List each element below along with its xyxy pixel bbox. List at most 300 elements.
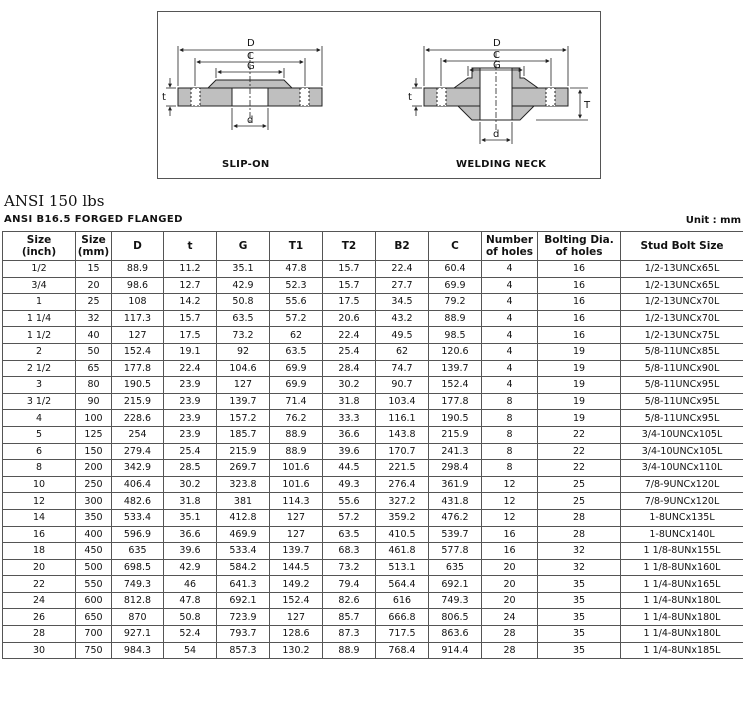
table-cell: 1 <box>3 294 76 311</box>
table-row <box>3 543 743 560</box>
table-cell: 476.2 <box>429 509 482 526</box>
welding-neck-label-T: T <box>584 100 591 111</box>
table-cell: 1/2-13UNCx75L <box>621 327 743 344</box>
table-cell: 4 <box>482 327 538 344</box>
table-cell: 17.5 <box>323 294 376 311</box>
table-cell: 19 <box>538 410 621 427</box>
table-cell: 698.5 <box>112 559 164 576</box>
table-cell: 73.2 <box>323 559 376 576</box>
table-cell: 117.3 <box>112 310 164 327</box>
welding-neck-label-G: G <box>493 60 501 71</box>
table-cell: 22.4 <box>376 261 429 278</box>
table-cell: 30.2 <box>164 476 217 493</box>
table-row <box>3 310 743 327</box>
table-cell: 16 <box>482 526 538 543</box>
welding-neck-label-C: C <box>493 50 500 61</box>
table-cell: 469.9 <box>217 526 270 543</box>
table-cell: 26 <box>3 609 76 626</box>
table-cell: 35.1 <box>164 509 217 526</box>
table-cell: 47.8 <box>164 592 217 609</box>
table-cell: 23.9 <box>164 393 217 410</box>
table-cell: 635 <box>429 559 482 576</box>
table-cell: 539.7 <box>429 526 482 543</box>
table-cell: 7/8-9UNCx120L <box>621 476 743 493</box>
table-cell: 88.9 <box>270 426 323 443</box>
table-cell: 28 <box>482 626 538 643</box>
table-cell: 139.7 <box>270 543 323 560</box>
table-row <box>3 576 743 593</box>
table-cell: 19 <box>538 343 621 360</box>
table-cell: 1 1/4-8UNx180L <box>621 592 743 609</box>
table-cell: 22 <box>538 443 621 460</box>
table-cell: 30.2 <box>323 377 376 394</box>
table-cell: 50.8 <box>164 609 217 626</box>
table-cell: 69.9 <box>429 277 482 294</box>
table-cell: 1-8UNCx140L <box>621 526 743 543</box>
slip-on-label-C: C <box>247 51 254 62</box>
table-cell: 1 1/8-8UNx160L <box>621 559 743 576</box>
table-cell: 4 <box>482 343 538 360</box>
table-cell: 35 <box>538 609 621 626</box>
table-cell: 500 <box>76 559 112 576</box>
table-cell: 73.2 <box>217 327 270 344</box>
table-cell: 39.6 <box>323 443 376 460</box>
table-cell: 768.4 <box>376 642 429 659</box>
table-cell: 8 <box>482 426 538 443</box>
table-cell: 98.5 <box>429 327 482 344</box>
table-cell: 42.9 <box>164 559 217 576</box>
table-cell: 16 <box>538 277 621 294</box>
table-cell: 76.2 <box>270 410 323 427</box>
table-cell: 4 <box>482 294 538 311</box>
table-cell: 185.7 <box>217 426 270 443</box>
unit-label: Unit : mm <box>685 215 741 226</box>
table-cell: 596.9 <box>112 526 164 543</box>
slip-on-caption: SLIP-ON <box>222 159 270 170</box>
table-cell: 32 <box>76 310 112 327</box>
table-cell: 584.2 <box>217 559 270 576</box>
table-cell: 130.2 <box>270 642 323 659</box>
table-cell: 25 <box>76 294 112 311</box>
table-cell: 127 <box>270 609 323 626</box>
table-cell: 2 1/2 <box>3 360 76 377</box>
table-cell: 20 <box>3 559 76 576</box>
table-cell: 28 <box>538 509 621 526</box>
table-cell: 80 <box>76 377 112 394</box>
table-row <box>3 460 743 477</box>
table-cell: 34.5 <box>376 294 429 311</box>
table-cell: 3 1/2 <box>3 393 76 410</box>
table-cell: 269.7 <box>217 460 270 477</box>
table-cell: 513.1 <box>376 559 429 576</box>
table-cell: 36.6 <box>164 526 217 543</box>
table-cell: 190.5 <box>112 377 164 394</box>
table-cell: 692.1 <box>217 592 270 609</box>
table-cell: 88.9 <box>112 261 164 278</box>
table-cell: 144.5 <box>270 559 323 576</box>
welding-neck-caption: WELDING NECK <box>456 159 547 170</box>
table-cell: 1/2-13UNCx65L <box>621 277 743 294</box>
table-cell: 30 <box>3 642 76 659</box>
table-cell: 103.4 <box>376 393 429 410</box>
table-cell: 717.5 <box>376 626 429 643</box>
table-cell: 8 <box>3 460 76 477</box>
table-cell: 24 <box>482 609 538 626</box>
table-cell: 342.9 <box>112 460 164 477</box>
table-cell: 3/4 <box>3 277 76 294</box>
table-cell: 120.6 <box>429 343 482 360</box>
table-cell: 5/8-11UNCx95L <box>621 410 743 427</box>
table-cell: 55.6 <box>323 493 376 510</box>
table-row <box>3 410 743 427</box>
table-cell: 14.2 <box>164 294 217 311</box>
table-row <box>3 509 743 526</box>
table-cell: 15 <box>76 261 112 278</box>
table-cell: 12 <box>482 493 538 510</box>
column-header: T2 <box>323 232 376 261</box>
table-cell: 19.1 <box>164 343 217 360</box>
table-cell: 14 <box>3 509 76 526</box>
table-row <box>3 642 743 659</box>
table-cell: 62 <box>376 343 429 360</box>
column-header: C <box>429 232 482 261</box>
table-cell: 23.9 <box>164 426 217 443</box>
table-cell: 15.7 <box>323 277 376 294</box>
table-cell: 90 <box>76 393 112 410</box>
table-cell: 984.3 <box>112 642 164 659</box>
table-cell: 857.3 <box>217 642 270 659</box>
table-cell: 43.2 <box>376 310 429 327</box>
table-header-row <box>3 232 743 261</box>
table-row <box>3 526 743 543</box>
table-row <box>3 377 743 394</box>
table-cell: 39.6 <box>164 543 217 560</box>
table-cell: 28.5 <box>164 460 217 477</box>
table-cell: 12.7 <box>164 277 217 294</box>
table-cell: 55.6 <box>270 294 323 311</box>
column-header: T1 <box>270 232 323 261</box>
table-cell: 577.8 <box>429 543 482 560</box>
table-cell: 42.9 <box>217 277 270 294</box>
table-cell: 200 <box>76 460 112 477</box>
column-header: Size (mm) <box>76 232 112 261</box>
table-cell: 79.4 <box>323 576 376 593</box>
table-cell: 749.3 <box>112 576 164 593</box>
table-cell: 114.3 <box>270 493 323 510</box>
table-cell: 4 <box>482 277 538 294</box>
table-cell: 32 <box>538 543 621 560</box>
table-cell: 450 <box>76 543 112 560</box>
table-cell: 600 <box>76 592 112 609</box>
table-cell: 215.9 <box>217 443 270 460</box>
table-cell: 22.4 <box>323 327 376 344</box>
table-cell: 3/4-10UNCx110L <box>621 460 743 477</box>
table-cell: 149.2 <box>270 576 323 593</box>
table-cell: 15.7 <box>323 261 376 278</box>
table-cell: 381 <box>217 493 270 510</box>
table-cell: 82.6 <box>323 592 376 609</box>
table-cell: 1 1/8-8UNx155L <box>621 543 743 560</box>
table-cell: 35 <box>538 576 621 593</box>
table-cell: 62 <box>270 327 323 344</box>
column-header: Number of holes <box>482 232 538 261</box>
table-cell: 870 <box>112 609 164 626</box>
table-cell: 215.9 <box>429 426 482 443</box>
table-cell: 100 <box>76 410 112 427</box>
table-cell: 350 <box>76 509 112 526</box>
table-cell: 4 <box>482 261 538 278</box>
table-cell: 25 <box>538 476 621 493</box>
table-cell: 157.2 <box>217 410 270 427</box>
table-cell: 15.7 <box>164 310 217 327</box>
table-cell: 5/8-11UNCx95L <box>621 377 743 394</box>
table-cell: 85.7 <box>323 609 376 626</box>
table-cell: 177.8 <box>429 393 482 410</box>
table-cell: 47.8 <box>270 261 323 278</box>
table-cell: 98.6 <box>112 277 164 294</box>
table-cell: 128.6 <box>270 626 323 643</box>
table-cell: 92 <box>217 343 270 360</box>
flange-diagram-panel <box>157 11 601 179</box>
table-cell: 46 <box>164 576 217 593</box>
table-cell: 20 <box>482 576 538 593</box>
table-cell: 20 <box>482 592 538 609</box>
table-row <box>3 327 743 344</box>
table-cell: 87.3 <box>323 626 376 643</box>
table-cell: 215.9 <box>112 393 164 410</box>
table-cell: 750 <box>76 642 112 659</box>
table-cell: 44.5 <box>323 460 376 477</box>
table-row <box>3 294 743 311</box>
table-cell: 25 <box>538 493 621 510</box>
column-header: Stud Bolt Size <box>621 232 743 261</box>
table-cell: 616 <box>376 592 429 609</box>
table-cell: 54 <box>164 642 217 659</box>
table-cell: 11.2 <box>164 261 217 278</box>
table-cell: 101.6 <box>270 460 323 477</box>
table-cell: 33.3 <box>323 410 376 427</box>
table-cell: 250 <box>76 476 112 493</box>
welding-neck-label-D: D <box>493 38 501 49</box>
table-cell: 406.4 <box>112 476 164 493</box>
table-cell: 8 <box>482 460 538 477</box>
table-cell: 23.9 <box>164 377 217 394</box>
table-cell: 8 <box>482 393 538 410</box>
table-cell: 152.4 <box>429 377 482 394</box>
table-cell: 3 <box>3 377 76 394</box>
table-cell: 12 <box>482 476 538 493</box>
table-cell: 32 <box>538 559 621 576</box>
table-cell: 50.8 <box>217 294 270 311</box>
table-cell: 1 1/4-8UNx185L <box>621 642 743 659</box>
table-cell: 412.8 <box>217 509 270 526</box>
table-cell: 241.3 <box>429 443 482 460</box>
table-cell: 20 <box>76 277 112 294</box>
table-cell: 8 <box>482 443 538 460</box>
table-cell: 69.9 <box>270 360 323 377</box>
table-body <box>3 261 743 659</box>
table-cell: 254 <box>112 426 164 443</box>
table-cell: 28 <box>538 526 621 543</box>
table-cell: 31.8 <box>164 493 217 510</box>
table-cell: 564.4 <box>376 576 429 593</box>
slip-on-label-d: d <box>247 115 254 126</box>
table-cell: 400 <box>76 526 112 543</box>
table-cell: 88.9 <box>270 443 323 460</box>
welding-neck-label-t: t <box>408 92 412 103</box>
table-cell: 16 <box>538 294 621 311</box>
table-cell: 20 <box>482 559 538 576</box>
table-cell: 40 <box>76 327 112 344</box>
table-cell: 49.3 <box>323 476 376 493</box>
table-cell: 221.5 <box>376 460 429 477</box>
table-cell: 18 <box>3 543 76 560</box>
table-cell: 150 <box>76 443 112 460</box>
table-cell: 16 <box>538 327 621 344</box>
table-cell: 323.8 <box>217 476 270 493</box>
table-cell: 793.7 <box>217 626 270 643</box>
table-cell: 2 <box>3 343 76 360</box>
table-cell: 12 <box>482 509 538 526</box>
table-cell: 25.4 <box>323 343 376 360</box>
table-cell: 5/8-11UNCx95L <box>621 393 743 410</box>
table-cell: 125 <box>76 426 112 443</box>
column-header: Size (inch) <box>3 232 76 261</box>
table-row <box>3 277 743 294</box>
slip-on-label-t: t <box>162 92 166 103</box>
table-cell: 19 <box>538 393 621 410</box>
table-row <box>3 476 743 493</box>
table-cell: 23.9 <box>164 410 217 427</box>
table-cell: 10 <box>3 476 76 493</box>
table-cell: 20.6 <box>323 310 376 327</box>
table-cell: 50 <box>76 343 112 360</box>
table-cell: 533.4 <box>217 543 270 560</box>
table-cell: 127 <box>112 327 164 344</box>
table-cell: 12 <box>3 493 76 510</box>
table-cell: 16 <box>482 543 538 560</box>
flange-diagrams-svg <box>158 12 600 178</box>
table-cell: 361.9 <box>429 476 482 493</box>
table-cell: 806.5 <box>429 609 482 626</box>
table-row <box>3 443 743 460</box>
table-cell: 228.6 <box>112 410 164 427</box>
table-cell: 4 <box>482 310 538 327</box>
table-cell: 927.1 <box>112 626 164 643</box>
table-cell: 461.8 <box>376 543 429 560</box>
table-cell: 359.2 <box>376 509 429 526</box>
table-cell: 60.4 <box>429 261 482 278</box>
welding-neck-label-d: d <box>493 129 500 140</box>
table-cell: 700 <box>76 626 112 643</box>
table-cell: 35 <box>538 626 621 643</box>
table-cell: 812.8 <box>112 592 164 609</box>
table-row <box>3 592 743 609</box>
table-cell: 63.5 <box>217 310 270 327</box>
table-cell: 65 <box>76 360 112 377</box>
table-cell: 79.2 <box>429 294 482 311</box>
table-cell: 116.1 <box>376 410 429 427</box>
table-cell: 550 <box>76 576 112 593</box>
table-cell: 4 <box>482 360 538 377</box>
table-cell: 1/2 <box>3 261 76 278</box>
table-cell: 170.7 <box>376 443 429 460</box>
table-cell: 1/2-13UNCx70L <box>621 310 743 327</box>
column-header: Bolting Dia. of holes <box>538 232 621 261</box>
table-cell: 1/2-13UNCx65L <box>621 261 743 278</box>
table-cell: 108 <box>112 294 164 311</box>
table-cell: 88.9 <box>323 642 376 659</box>
table-cell: 1 1/4-8UNx165L <box>621 576 743 593</box>
table-cell: 1-8UNCx135L <box>621 509 743 526</box>
table-cell: 5 <box>3 426 76 443</box>
table-cell: 4 <box>3 410 76 427</box>
table-cell: 914.4 <box>429 642 482 659</box>
table-cell: 5/8-11UNCx85L <box>621 343 743 360</box>
table-cell: 16 <box>3 526 76 543</box>
table-cell: 1 1/4-8UNx180L <box>621 609 743 626</box>
slip-on-label-G: G <box>247 61 255 72</box>
table-cell: 3/4-10UNCx105L <box>621 443 743 460</box>
table-row <box>3 493 743 510</box>
table-cell: 723.9 <box>217 609 270 626</box>
table-cell: 3/4-10UNCx105L <box>621 426 743 443</box>
table-cell: 190.5 <box>429 410 482 427</box>
table-cell: 650 <box>76 609 112 626</box>
standard-subtitle: ANSI B16.5 FORGED FLANGED <box>4 214 183 225</box>
table-cell: 410.5 <box>376 526 429 543</box>
table-cell: 1 1/2 <box>3 327 76 344</box>
table-cell: 139.7 <box>217 393 270 410</box>
table-cell: 35.1 <box>217 261 270 278</box>
table-cell: 1/2-13UNCx70L <box>621 294 743 311</box>
table-cell: 52.4 <box>164 626 217 643</box>
table-cell: 666.8 <box>376 609 429 626</box>
table-cell: 16 <box>538 310 621 327</box>
column-header: D <box>112 232 164 261</box>
table-cell: 749.3 <box>429 592 482 609</box>
table-cell: 101.6 <box>270 476 323 493</box>
table-cell: 69.9 <box>270 377 323 394</box>
table-cell: 57.2 <box>270 310 323 327</box>
table-cell: 127 <box>270 509 323 526</box>
table-cell: 31.8 <box>323 393 376 410</box>
column-header: t <box>164 232 217 261</box>
table-cell: 88.9 <box>429 310 482 327</box>
table-cell: 482.6 <box>112 493 164 510</box>
flange-spec-table <box>2 231 743 659</box>
table-cell: 177.8 <box>112 360 164 377</box>
table-cell: 692.1 <box>429 576 482 593</box>
table-cell: 641.3 <box>217 576 270 593</box>
slip-on-label-D: D <box>247 38 255 49</box>
table-row <box>3 393 743 410</box>
table-row <box>3 426 743 443</box>
table-cell: 49.5 <box>376 327 429 344</box>
table-cell: 5/8-11UNCx90L <box>621 360 743 377</box>
table-cell: 22 <box>538 460 621 477</box>
table-cell: 28 <box>3 626 76 643</box>
slip-on-drawing <box>166 46 322 130</box>
table-cell: 8 <box>482 410 538 427</box>
table-cell: 24 <box>3 592 76 609</box>
table-cell: 52.3 <box>270 277 323 294</box>
table-cell: 19 <box>538 360 621 377</box>
table-cell: 152.4 <box>270 592 323 609</box>
table-cell: 6 <box>3 443 76 460</box>
table-cell: 22.4 <box>164 360 217 377</box>
table-cell: 143.8 <box>376 426 429 443</box>
